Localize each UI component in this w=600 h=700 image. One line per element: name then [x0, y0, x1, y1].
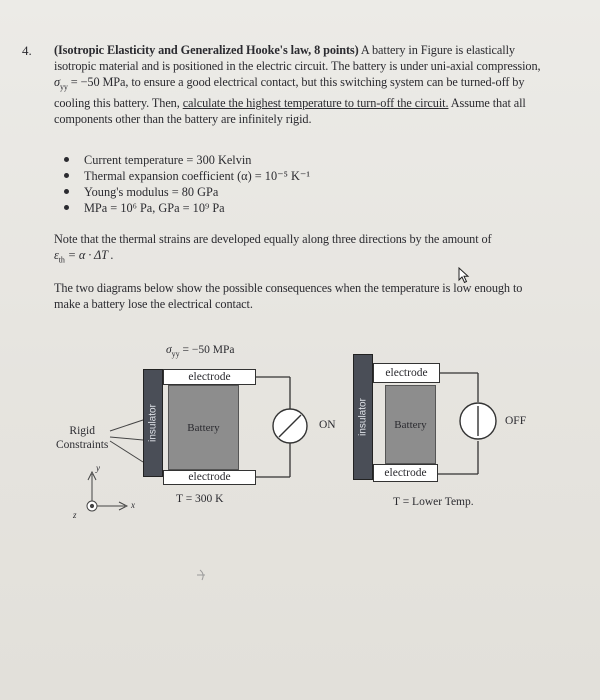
switch-on-label: ON	[319, 419, 336, 431]
question-heading: (Isotropic Elasticity and Generalized Hooke's law, 8 points)	[54, 43, 359, 57]
note-text: Note that the thermal strains are developed equally along three directions by the amount of	[54, 232, 492, 246]
handwritten-mark-icon	[197, 570, 205, 580]
left-top-electrode-label: electrode	[188, 371, 231, 383]
rigid-label-line-2: Constraints	[56, 439, 109, 451]
leader-line	[110, 441, 143, 462]
intro-part-b: = −50 MPa, to ensure a good electrical contact, but this switching system can be turned-off by cooling this battery. Then,	[54, 75, 525, 111]
intro-sigma-sub: yy	[59, 82, 68, 92]
left-bottom-electrode	[163, 470, 256, 485]
right-top-electrode-label: electrode	[385, 367, 428, 379]
leader-line	[110, 420, 143, 431]
stress-value: = −50 MPa	[179, 344, 235, 356]
left-temperature-label: T = 300 K	[176, 493, 224, 505]
switch-off-label: OFF	[505, 415, 527, 427]
stress-sub: yy	[171, 349, 180, 359]
axis-y-label: y	[96, 463, 100, 473]
rigid-label-line-1: Rigid	[69, 425, 95, 437]
switch-on-icon	[273, 409, 307, 443]
axes-icon	[87, 472, 127, 511]
left-battery	[168, 385, 239, 470]
note-formula-sub: th	[58, 255, 65, 265]
right-battery	[385, 385, 436, 464]
given-item: MPa = 10⁶ Pa, GPa = 10⁹ Pa	[62, 200, 310, 216]
left-insulator	[143, 369, 163, 477]
consequence-paragraph: The two diagrams below show the possible consequences when the temperature is low enough to make a battery lose the electrical contact.	[54, 281, 523, 311]
intro-part-a: A battery in Figure is elastically isotropic material and is positioned in the electric circuit. The battery is under uni-axial compression,	[54, 43, 541, 73]
axis-x-label: x	[131, 500, 135, 510]
right-battery-label: Battery	[394, 419, 427, 431]
switch-off-icon	[460, 403, 496, 439]
leader-line	[110, 437, 143, 440]
intro-task: calculate the highest temperature to turn-off the circuit.	[182, 96, 449, 111]
question-number: 4.	[22, 43, 32, 58]
given-item: Young's modulus = 80 GPa	[62, 184, 310, 200]
axis-z-label: z	[73, 510, 77, 520]
left-insulator-label: insulator	[147, 404, 159, 442]
stress-sigma: σ	[166, 344, 172, 356]
note-formula-rest: = α · ΔT .	[64, 248, 114, 262]
left-top-electrode	[163, 369, 256, 385]
right-temperature-label: T = Lower Temp.	[393, 496, 474, 508]
right-bottom-electrode	[373, 464, 438, 482]
right-insulator-label: insulator	[357, 398, 369, 436]
intro-sigma: σ	[54, 75, 60, 89]
right-insulator	[353, 354, 373, 480]
left-battery-label: Battery	[187, 422, 220, 434]
given-item: Thermal expansion coefficient (α) = 10⁻⁵ K⁻¹	[62, 168, 310, 184]
right-top-electrode	[373, 363, 440, 383]
left-bottom-electrode-label: electrode	[188, 471, 231, 483]
right-bottom-electrode-label: electrode	[384, 467, 427, 479]
note-formula: ε	[54, 248, 59, 262]
intro-part-c: Assume that all components other than the battery are infinitely rigid.	[54, 96, 526, 127]
given-item: Current temperature = 300 Kelvin	[62, 152, 310, 168]
